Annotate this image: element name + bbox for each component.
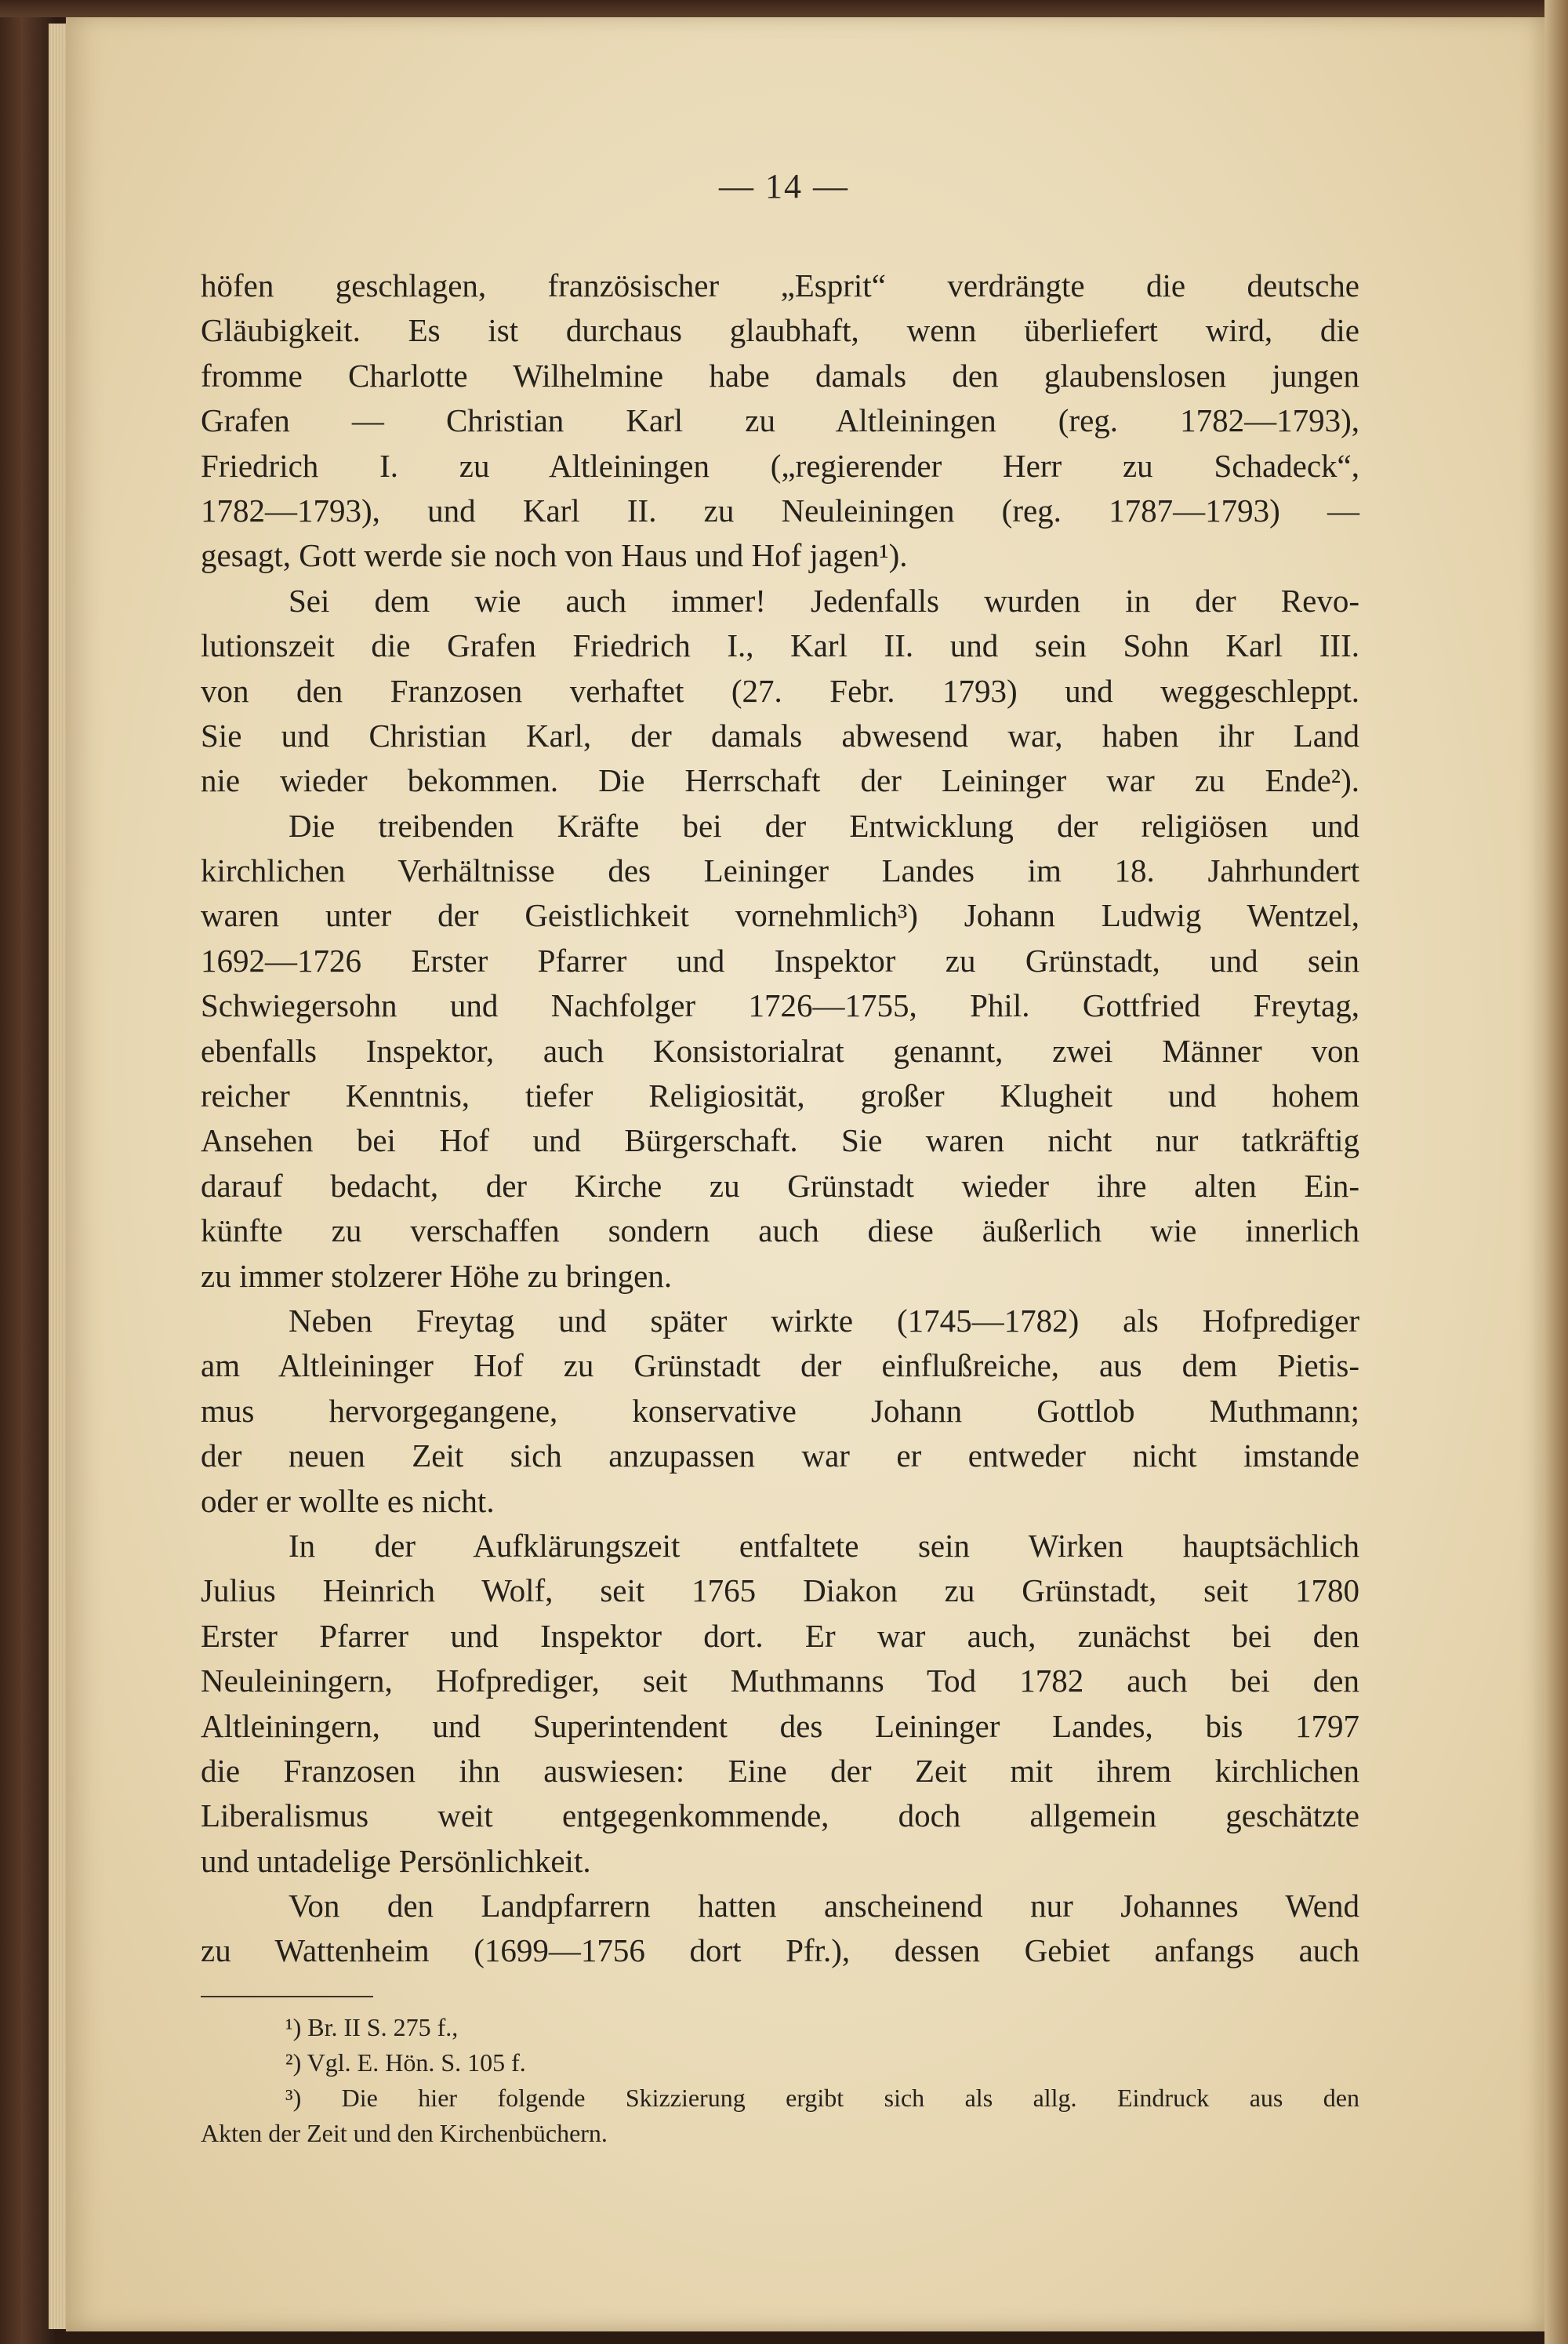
- text-line: Neben Freytag und später wirkte (1745—1782) als Hofprediger: [289, 1302, 1359, 1339]
- text-line: Friedrich I. zu Altleiningen („regierender Herr zu Schadeck“,: [201, 447, 1359, 484]
- text-line: mus hervorgegangene, konservative Johann Gottlob Muthmann;: [201, 1392, 1359, 1429]
- text-line: Sei dem wie auch immer! Jedenfalls wurden in der Revo-: [289, 582, 1359, 619]
- footnote-divider: [201, 1996, 373, 1997]
- body-text: [201, 263, 1359, 1974]
- text-line: Die treibenden Kräfte bei der Entwicklung der religiösen und: [289, 807, 1359, 844]
- text-line: künfte zu verschaffen sondern auch diese äußerlich wie innerlich: [201, 1212, 1359, 1249]
- footnotes: [201, 2010, 1359, 2151]
- text-line: 1692—1726 Erster Pfarrer und Inspektor zu Grünstadt, und sein: [201, 942, 1359, 979]
- footnote-line: Akten der Zeit und den Kirchenbüchern.: [201, 2119, 608, 2147]
- text-line: Liberalismus weit entgegenkommende, doch allgemein geschätzte: [201, 1797, 1359, 1834]
- footnote-line: ²) Vgl. E. Hön. S. 105 f.: [285, 2048, 526, 2077]
- book-cover-edge: [0, 0, 55, 2344]
- text-line: Schwiegersohn und Nachfolger 1726—1755, Phil. Gottfried Freytag,: [201, 987, 1359, 1024]
- text-line: höfen geschlagen, französischer „Esprit“ verdrängte die deutsche: [201, 267, 1359, 303]
- text-line: am Altleininger Hof zu Grünstadt der einflußreiche, aus dem Pietis-: [201, 1347, 1359, 1384]
- text-line: kirchlichen Verhältnisse des Leininger Landes im 18. Jahrhundert: [201, 852, 1359, 889]
- text-line: Von den Landpfarrern hatten anscheinend nur Johannes Wend: [289, 1888, 1359, 1924]
- footnote-line: ³) Die hier folgende Skizzierung ergibt sich als allg. Eindruck aus den: [285, 2084, 1359, 2112]
- text-line: und untadelige Persönlichkeit.: [201, 1842, 591, 1879]
- text-line: reicher Kenntnis, tiefer Religiosität, großer Klugheit und hohem: [201, 1078, 1359, 1114]
- text-line: von den Franzosen verhaftet (27. Febr. 1793) und weggeschleppt.: [201, 672, 1359, 709]
- text-line: ebenfalls Inspektor, auch Konsistorialrat genannt, zwei Männer von: [201, 1032, 1359, 1069]
- text-line: der neuen Zeit sich anzupassen war er entweder nicht imstande: [201, 1437, 1359, 1474]
- page-right-edge: [1544, 0, 1568, 2344]
- text-line: Sie und Christian Karl, der damals abwesend war, haben ihr Land: [201, 717, 1359, 754]
- text-line: Gläubigkeit. Es ist durchaus glaubhaft, wenn überliefert wird, die: [201, 312, 1359, 349]
- text-line: oder er wollte es nicht.: [201, 1482, 495, 1519]
- text-line: lutionszeit die Grafen Friedrich I., Karl II. und sein Sohn Karl III.: [201, 627, 1359, 664]
- text-line: Julius Heinrich Wolf, seit 1765 Diakon zu Grünstadt, seit 1780: [201, 1572, 1359, 1609]
- text-line: Altleiningern, und Superintendent des Leininger Landes, bis 1797: [201, 1707, 1359, 1744]
- text-line: Neuleiningern, Hofprediger, seit Muthmanns Tod 1782 auch bei den: [201, 1663, 1359, 1699]
- text-line: zu Wattenheim (1699—1756 dort Pfr.), dessen Gebiet anfangs auch: [201, 1932, 1359, 1969]
- text-line: waren unter der Geistlichkeit vornehmlich³) Johann Ludwig Wentzel,: [201, 897, 1359, 934]
- text-line: Ansehen bei Hof und Bürgerschaft. Sie waren nicht nur tatkräftig: [201, 1122, 1359, 1159]
- text-line: fromme Charlotte Wilhelmine habe damals den glaubenslosen jungen: [201, 357, 1359, 394]
- text-line: 1782—1793), und Karl II. zu Neuleiningen (reg. 1787—1793) —: [201, 492, 1359, 529]
- text-line: darauf bedacht, der Kirche zu Grünstadt wieder ihre alten Ein-: [201, 1167, 1359, 1204]
- text-line: In der Aufklärungszeit entfaltete sein Wirken hauptsächlich: [289, 1527, 1359, 1564]
- text-line: Erster Pfarrer und Inspektor dort. Er war auch, zunächst bei den: [201, 1617, 1359, 1654]
- page-top-edge: [0, 0, 1568, 17]
- page-number: — 14 —: [719, 167, 849, 205]
- text-line: nie wieder bekommen. Die Herrschaft der Leininger war zu Ende²).: [201, 762, 1359, 799]
- text-line: zu immer stolzerer Höhe zu bringen.: [201, 1257, 673, 1294]
- text-line: gesagt, Gott werde sie noch von Haus und Hof jagen¹).: [201, 537, 908, 574]
- text-line: die Franzosen ihn auswiesen: Eine der Zeit mit ihrem kirchlichen: [201, 1752, 1359, 1789]
- text-line: Grafen — Christian Karl zu Altleiningen (reg. 1782—1793),: [201, 402, 1359, 439]
- footnote-line: ¹) Br. II S. 275 f.,: [285, 2013, 459, 2041]
